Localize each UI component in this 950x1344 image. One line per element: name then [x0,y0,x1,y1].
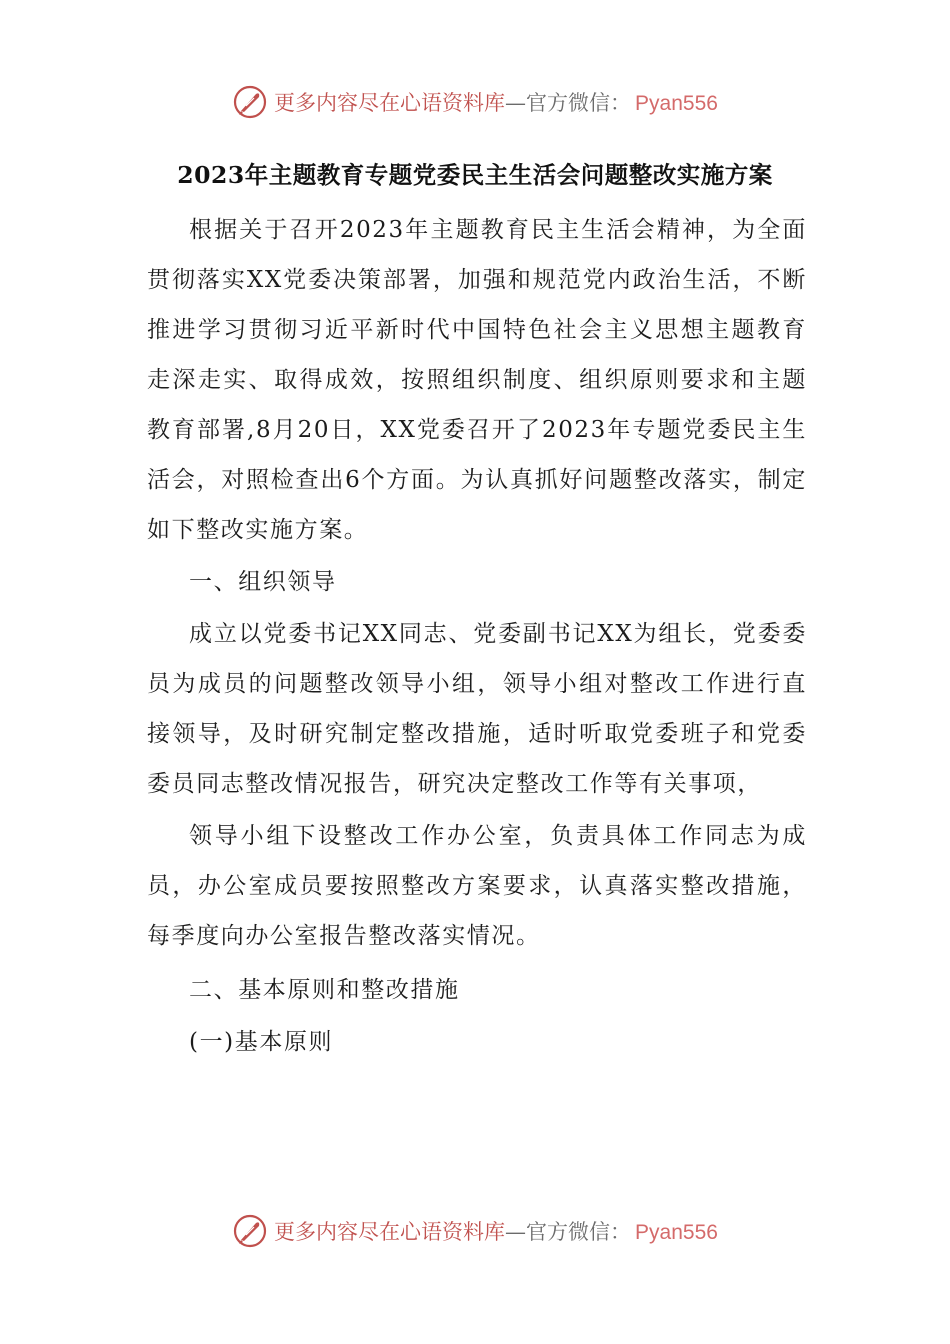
pen-quill-logo-icon [232,84,268,120]
header-banner [0,82,950,122]
banner-account: Pyan556 [635,1221,718,1244]
banner-account: Pyan556 [635,92,718,115]
section-heading-organization: 一、组织领导 [189,569,337,595]
banner-site-name: 更多内容尽在心语资料库 [274,1220,506,1244]
intro-paragraph: 根据关于召开2023年主题教育民主生活会精神，为全面贯彻落实XX党委决策部署，加强和规范党内政治生活，不断推进学习贯彻习近平新时代中国特色社会主义思想主题教育走深走实、取得成效，按照组织制度、组织原则要求和主题教育部署,8月20日，XX党委召开了2023年专题党委民主生活会，对照检查出6个方面。为认真抓好问题整改落实，制定如下整改实施方案。 [147,217,807,543]
footer-banner [0,1211,950,1251]
banner-wechat-label: 官方微信： [526,91,632,115]
document-title: 2023年主题教育专题党委民主生活会问题整改实施方案 [177,161,773,189]
banner-site-name: 更多内容尽在心语资料库 [274,91,506,115]
section-heading-principles: 二、基本原则和整改措施 [189,977,460,1003]
organization-paragraph-2: 领导小组下设整改工作办公室，负责具体工作同志为成员，办公室成员要按照整改方案要求，认真落实整改措施，每季度向办公室报告整改落实情况。 [147,823,807,949]
banner-dash: — [505,91,527,115]
banner-dash: — [505,1220,527,1244]
pen-quill-logo-icon [232,1213,268,1249]
subsection-heading-basic-principles: (一)基本原则 [189,1029,334,1055]
banner-text [274,1216,718,1246]
banner-wechat-label: 官方微信： [526,1220,632,1244]
organization-paragraph-1: 成立以党委书记XX同志、党委副书记XX为组长，党委委员为成员的问题整改领导小组，领导小组对整改工作进行直接领导，及时研究制定整改措施，适时听取党委班子和党委委员同志整改情况报告，研究决定整改工作等有关事项， [147,621,807,797]
document-body [147,205,807,1067]
banner-text [274,87,718,117]
